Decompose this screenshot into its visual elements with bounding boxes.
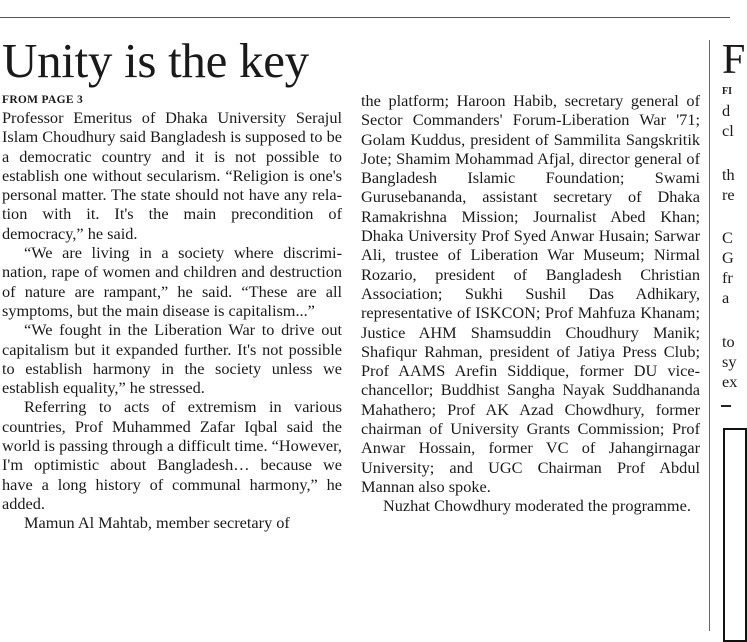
- top-rule: [0, 17, 730, 18]
- column-rule: [709, 40, 710, 631]
- adjacent-line: a: [722, 288, 730, 307]
- adjacent-line: cl: [722, 121, 734, 140]
- adjacent-line: ex: [722, 372, 738, 391]
- paragraph: “We are living in a society where discrimination, rape of women and children and destruction of nature are rampant,” he said. “These are all symptoms, but the main disease is capitalism...”: [2, 243, 342, 320]
- adjacent-line: th: [722, 165, 735, 184]
- adjacent-line: re: [722, 185, 735, 204]
- adjacent-box: [723, 428, 747, 642]
- adjacent-line: sy: [722, 352, 737, 371]
- kicker: FROM PAGE 3: [2, 94, 84, 106]
- paragraph: Nuzhat Chowdhury moderated the programme.: [383, 496, 691, 516]
- adjacent-line: to: [722, 332, 735, 351]
- section-dash: [721, 405, 731, 407]
- adjacent-headline: F: [722, 37, 746, 83]
- adjacent-line: d: [722, 101, 731, 120]
- adjacent-article-fragment: [717, 0, 746, 631]
- adjacent-line: fr: [722, 268, 733, 287]
- article-headline: Unity is the key: [2, 33, 309, 88]
- article-column-2: [361, 91, 700, 516]
- paragraph: Mamun Al Mahtab, member secretary of: [24, 513, 290, 533]
- paragraph: “We fought in the Liberation War to drive out capitalism but it expanded further. It's not possible to establish harmony in the society unless we establish equality,” he stressed.: [2, 320, 342, 398]
- adjacent-line: G: [722, 248, 734, 267]
- paragraph: the platform; Haroon Habib, secretary general of Sector Commanders' Forum-Liberation War '71; Golam Kuddus, president of Sammilita Sangskritik Jote; Shamim Mohammad Afjal, director general of Bangladesh Islamic Foundation; Swami Gurusebananda, assistant secretary of Dhaka Ramakrishna Mission; Journalist Abed Khan; Dhaka University Prof Syed Anwar Husain; Sarwar Ali, trustee of Liberation War Museum; Nirmal Rozario, president of Bangladesh Christian Association; Sukhi Sushil Das Adhikary, representative of ISKCON; Prof Mahfuza Khanam; Justice AHM Shamsuddin Choudhury Manik; Shafiqur Rahman, president of Jatiya Press Club; Prof AAMS Arefin Siddique, former DU vice-chancellor; Buddhist Sangha Nayak Suddhananda Mahathero; Prof AK Azad Chowdhury, former chairman of University Grants Commission; Prof Anwar Hossain, former VC of Jahangirnagar University; and UGC Chairman Prof Abdul Mannan also spoke.: [361, 91, 700, 496]
- adjacent-line: C: [722, 228, 733, 247]
- article-column-1: [2, 94, 342, 533]
- paragraph: Referring to acts of extremism in various countries, Prof Muhammed Zafar Iqbal said the world is passing through a difficult time. “However, I'm optimistic about Bangladesh… because we have a long history of communal harmony,” he added.: [2, 397, 342, 513]
- paragraph: Professor Emeritus of Dhaka University Serajul Islam Choudhury said Bangladesh is supposed to be a democratic country and it is not possible to establish one without secularism. “Religion is one's personal matter. The state should not have any relation with it. It's the main precondition of democracy,” he said.: [2, 108, 342, 243]
- adjacent-kicker: FI: [722, 86, 732, 97]
